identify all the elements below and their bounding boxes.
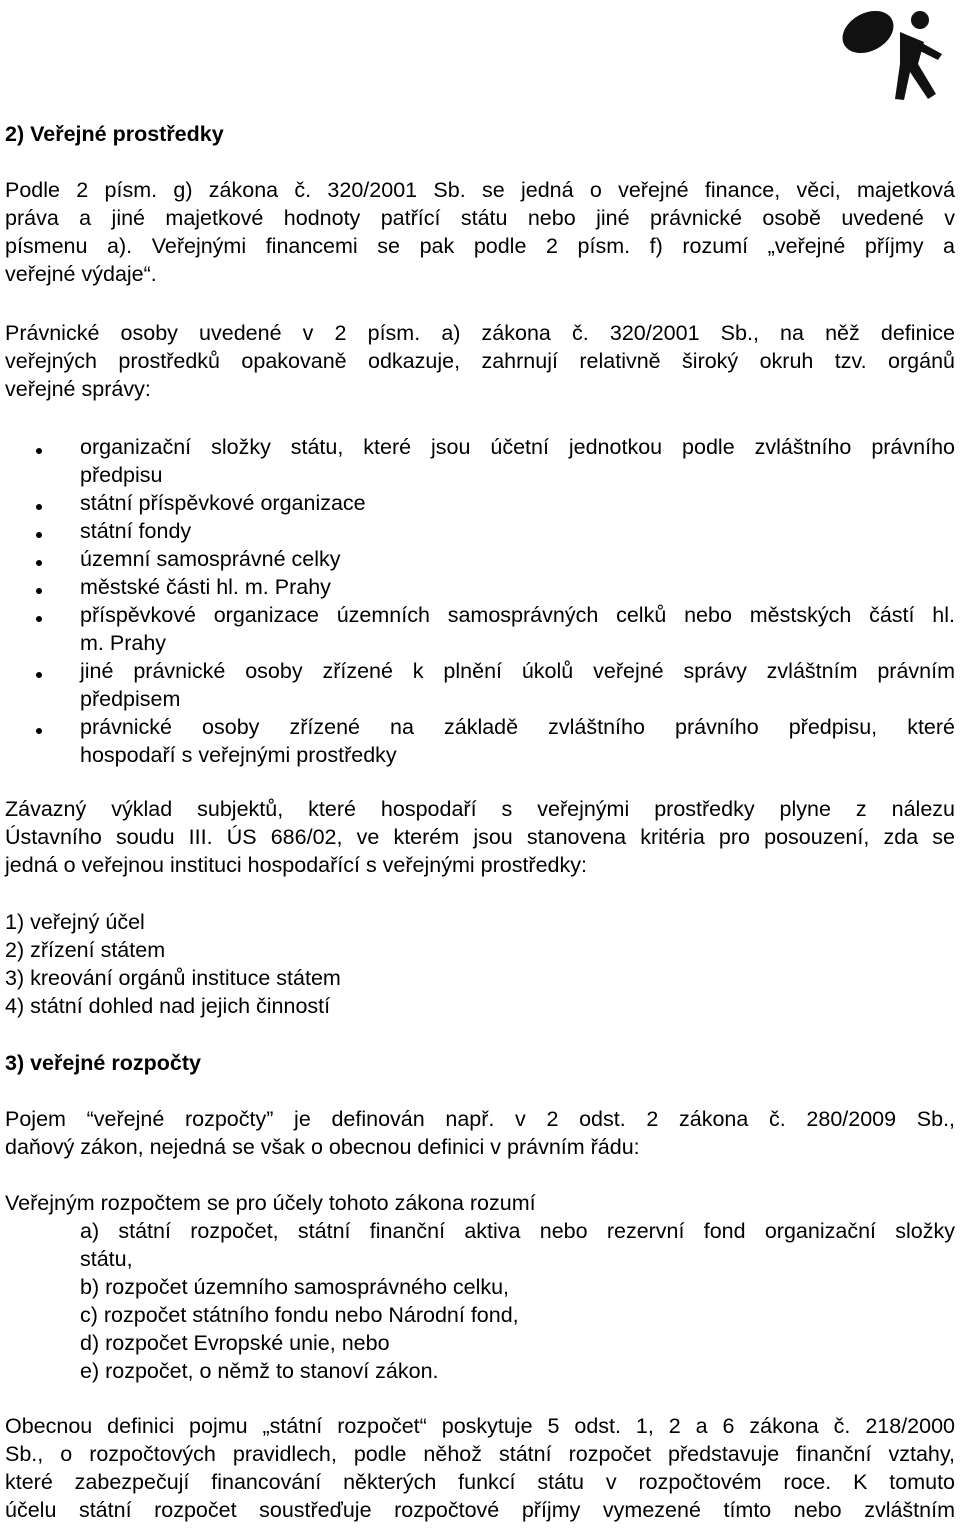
bullet-item: právnické osoby zřízené na základě zvláštního právního předpisu, které <box>80 715 955 739</box>
bullet-marker <box>36 504 42 510</box>
paragraph-line: jedná o veřejnou instituci hospodařící s veřejnými prostředky: <box>5 853 587 877</box>
paragraph-line: veřejné správy: <box>5 377 151 401</box>
criterion-item: 2) zřízení státem <box>5 938 166 962</box>
paragraph-line: veřejné výdaje“. <box>5 262 157 286</box>
bullet-item: hospodaří s veřejnými prostředky <box>80 743 397 767</box>
paragraph-line: daňový zákon, nejedná se však o obecnou definici v právním řádu: <box>5 1135 640 1159</box>
criterion-item: 1) veřejný účel <box>5 910 145 934</box>
bullet-item: příspěvkové organizace územních samosprávných celků nebo městských částí hl. <box>80 603 955 627</box>
paragraph-line: Obecnou definici pojmu „státní rozpočet“ poskytuje 5 odst. 1, 2 a 6 zákona č. 218/2000 <box>5 1414 955 1438</box>
paragraph-line: Sb., o rozpočtových pravidlech, podle něhož státní rozpočet představuje finanční vztahy, <box>5 1442 955 1466</box>
criterion-item: 3) kreování orgánů instituce státem <box>5 966 341 990</box>
bullet-item: předpisem <box>80 687 181 711</box>
criterion-item: 4) státní dohled nad jejich činností <box>5 994 331 1018</box>
bullet-item: městské části hl. m. Prahy <box>80 575 331 599</box>
paragraph-line: písmenu a). Veřejnými financemi se pak podle 2 písm. f) rozumí „veřejné příjmy a <box>5 234 955 258</box>
paragraph-line: veřejných prostředků opakovaně odkazuje, zahrnují relativně široký okruh tzv. orgánů <box>5 349 955 373</box>
paragraph-line: Veřejným rozpočtem se pro účely tohoto zákona rozumí <box>5 1191 536 1215</box>
bullet-item: územní samosprávné celky <box>80 547 341 571</box>
bullet-item: státní fondy <box>80 519 192 543</box>
bullet-marker <box>36 532 42 538</box>
bullet-item: jiné právnické osoby zřízené k plnění úkolů veřejné správy zvláštním právním <box>80 659 955 683</box>
list-item: b) rozpočet územního samosprávného celku, <box>80 1275 510 1299</box>
paragraph-line: účelu státní rozpočet soustřeďuje rozpočtové příjmy vymezené tímto nebo zvláštním <box>5 1498 955 1522</box>
bullet-item: státní příspěvkové organizace <box>80 491 366 515</box>
bullet-item: předpisu <box>80 463 163 487</box>
paragraph-line: práva a jiné majetkové hodnoty patřící státu nebo jiné právnické osobě uvedené v <box>5 206 955 230</box>
bullet-item: organizační složky státu, které jsou účetní jednotkou podle zvláštního právního <box>80 435 955 459</box>
paragraph-line: Podle 2 písm. g) zákona č. 320/2001 Sb. se jedná o veřejné finance, věci, majetková <box>5 178 955 202</box>
list-item: c) rozpočet státního fondu nebo Národní fond, <box>80 1303 519 1327</box>
paragraph-line: Pojem “veřejné rozpočty” je definován např. v 2 odst. 2 zákona č. 280/2009 Sb., <box>5 1107 955 1131</box>
bullet-marker <box>36 560 42 566</box>
paragraph-line: Závazný výklad subjektů, které hospodaří s veřejnými prostředky plyne z nálezu <box>5 797 955 821</box>
section-heading: 3) veřejné rozpočty <box>5 1051 201 1075</box>
list-item: státu, <box>80 1247 133 1271</box>
section-heading: 2) Veřejné prostředky <box>5 122 224 146</box>
hiker-with-backpack-icon <box>838 2 950 110</box>
bullet-marker <box>36 616 42 622</box>
bullet-item: m. Prahy <box>80 631 167 655</box>
list-item: e) rozpočet, o němž to stanoví zákon. <box>80 1359 439 1383</box>
bullet-marker <box>36 448 42 454</box>
list-item: d) rozpočet Evropské unie, nebo <box>80 1331 390 1355</box>
bullet-marker <box>36 728 42 734</box>
list-item: a) státní rozpočet, státní finanční aktiva nebo rezervní fond organizační složky <box>80 1219 955 1243</box>
paragraph-line: které zabezpečují financování některých funkcí státu v rozpočtovém roce. K tomuto <box>5 1470 955 1494</box>
bullet-marker <box>36 672 42 678</box>
bullet-marker <box>36 588 42 594</box>
paragraph-line: Právnické osoby uvedené v 2 písm. a) zákona č. 320/2001 Sb., na něž definice <box>5 321 955 345</box>
paragraph-line: Ústavního soudu III. ÚS 686/02, ve kterém jsou stanovena kritéria pro posouzení, zda se <box>5 825 955 849</box>
